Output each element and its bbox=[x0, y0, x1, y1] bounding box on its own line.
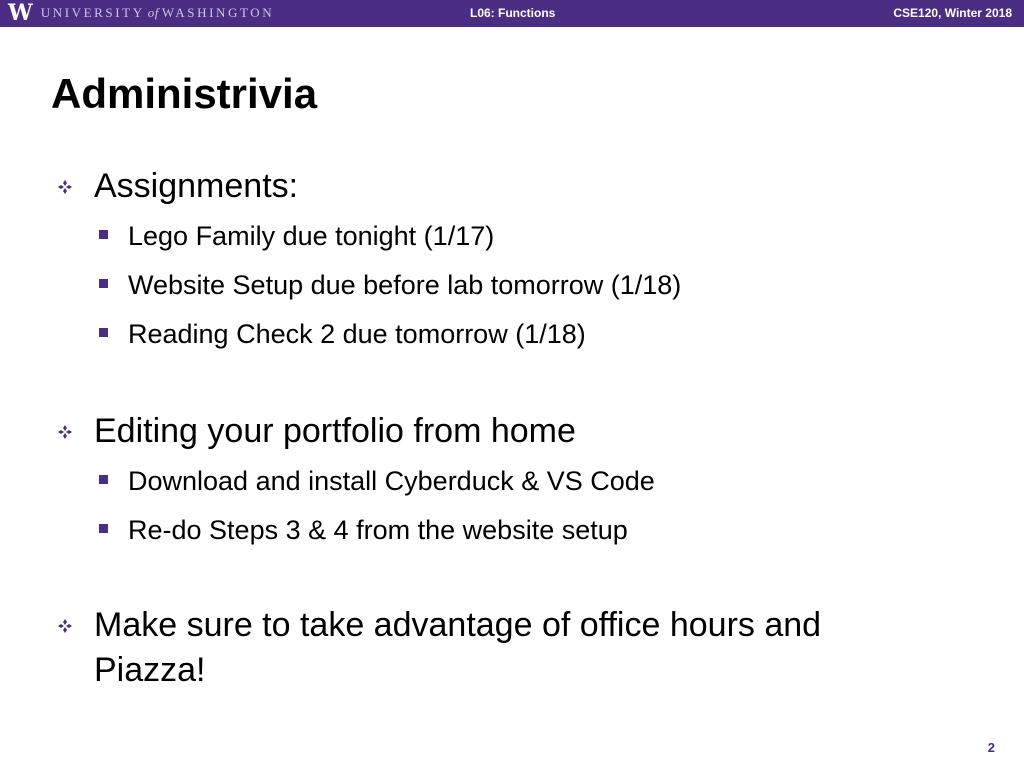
bullet-office-hours bbox=[0, 603, 1024, 693]
header-bar bbox=[0, 0, 1024, 27]
uw-logo bbox=[8, 0, 275, 26]
sub-bullet-text: Reading Check 2 due tomorrow (1/18) bbox=[128, 319, 586, 349]
sub-bullet bbox=[0, 268, 1024, 302]
sub-bullet bbox=[0, 513, 1024, 547]
square-bullet-icon bbox=[99, 475, 108, 484]
bullet-level1 bbox=[0, 409, 894, 454]
square-bullet-icon bbox=[99, 328, 108, 337]
uw-w-logo-icon: W bbox=[8, 0, 33, 26]
page-number: 2 bbox=[987, 740, 995, 755]
sub-bullet bbox=[0, 464, 1024, 498]
four-diamond-bullet-icon bbox=[57, 618, 73, 634]
bullet-text: Editing your portfolio from home bbox=[94, 412, 576, 450]
sub-bullet bbox=[0, 317, 1024, 351]
sub-bullet-text: Lego Family due tonight (1/17) bbox=[128, 221, 495, 251]
four-diamond-bullet-icon bbox=[57, 179, 73, 195]
square-bullet-icon bbox=[99, 230, 108, 239]
slide-title: Administrivia bbox=[51, 70, 318, 117]
course-label: CSE120, Winter 2018 bbox=[893, 6, 1012, 20]
sub-bullet-text: Download and install Cyberduck & VS Code bbox=[128, 466, 655, 496]
bullet-level1 bbox=[0, 603, 894, 693]
lecture-label: L06: Functions bbox=[470, 6, 556, 20]
bullet-level1 bbox=[0, 164, 894, 209]
bullet-editing-portfolio bbox=[0, 409, 1024, 547]
sub-bullet-text: Re-do Steps 3 & 4 from the website setup bbox=[128, 515, 628, 545]
sub-bullet-text: Website Setup due before lab tomorrow (1/18) bbox=[128, 270, 682, 300]
bullet-text: Make sure to take advantage of office hours and Piazza! bbox=[94, 606, 822, 689]
square-bullet-icon bbox=[99, 524, 108, 533]
square-bullet-icon bbox=[99, 279, 108, 288]
bullet-text: Assignments: bbox=[94, 167, 299, 205]
sub-bullet bbox=[0, 219, 1024, 253]
uw-wordmark: UNIVERSITY of WASHINGTON bbox=[40, 5, 275, 20]
four-diamond-bullet-icon bbox=[57, 424, 73, 440]
bullet-assignments bbox=[0, 164, 1024, 351]
